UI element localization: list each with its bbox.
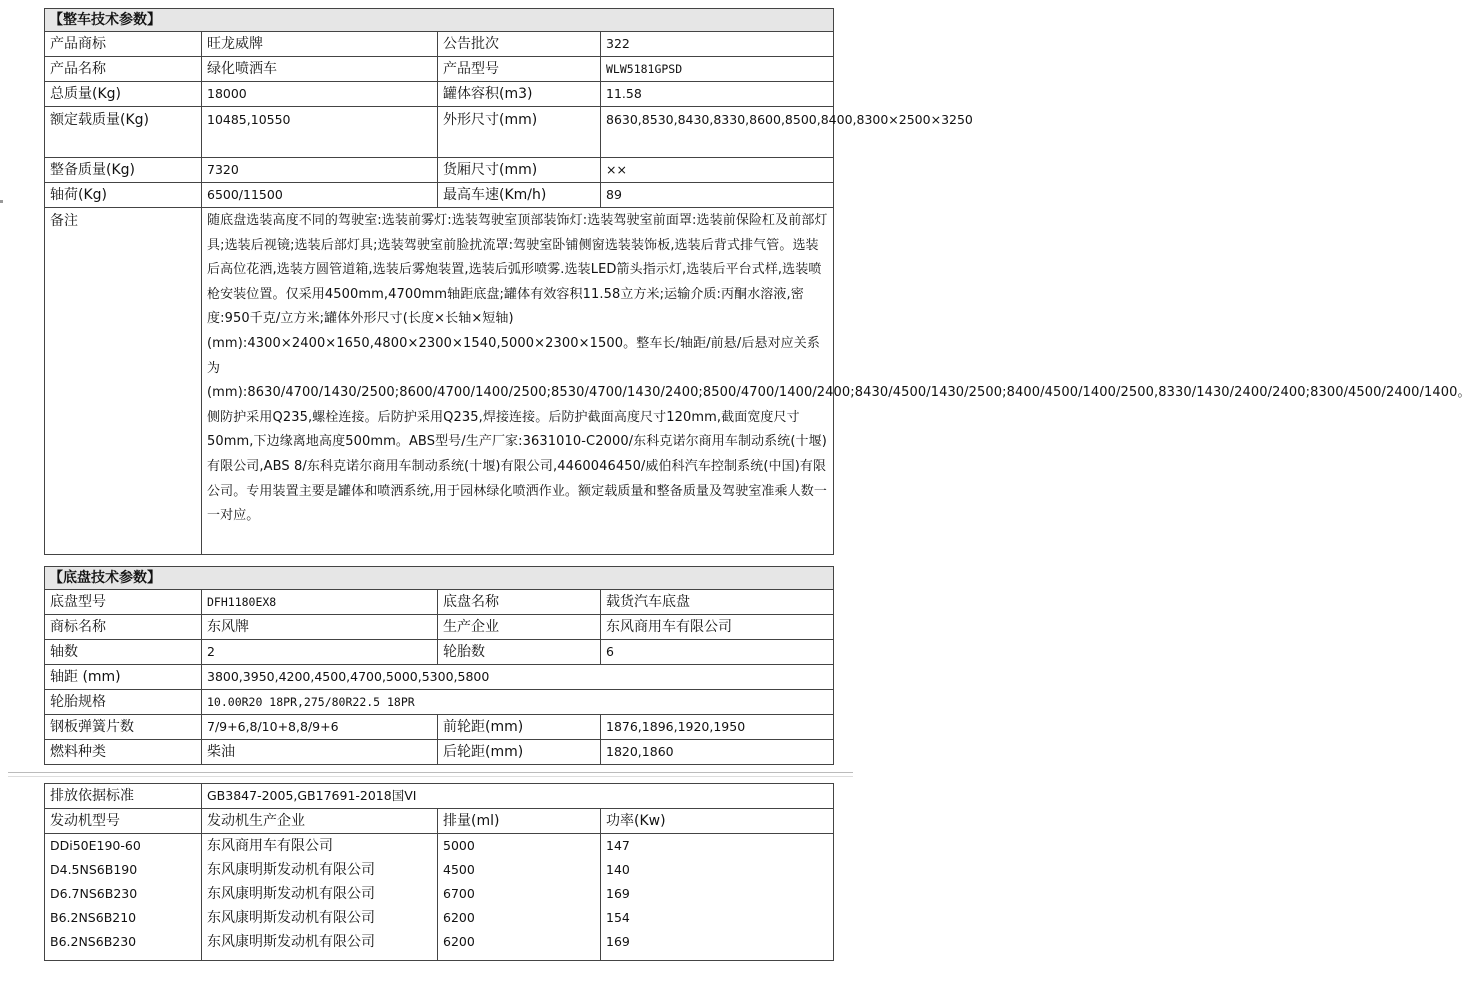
- engine-maker: 东风康明斯发动机有限公司: [202, 930, 438, 961]
- param-label: 轴距 (mm): [45, 665, 202, 690]
- engine-model-header: 发动机型号: [45, 809, 202, 834]
- engine-displacement: 5000: [438, 834, 601, 859]
- param-row: [45, 57, 834, 82]
- engine-displacement: 6200: [438, 906, 601, 930]
- param-value: 7/9+6,8/10+8,8/9+6: [202, 715, 438, 740]
- engine-model: D6.7NS6B230: [45, 882, 202, 906]
- engine-maker: 东风康明斯发动机有限公司: [202, 858, 438, 882]
- param-value: 1820,1860: [601, 740, 834, 765]
- section-title-chassis: 【底盘技术参数】: [45, 567, 834, 590]
- param-value: DFH1180EX8: [202, 590, 438, 615]
- param-value: 8630,8530,8430,8330,8600,8500,8400,8300×2500×3250: [601, 107, 834, 158]
- param-value: 10485,10550: [202, 107, 438, 158]
- chassis-row: [45, 590, 834, 615]
- param-label: 产品商标: [45, 32, 202, 57]
- param-label: 商标名称: [45, 615, 202, 640]
- vehicle-params-table: [44, 8, 1471, 555]
- engine-model: B6.2NS6B210: [45, 906, 202, 930]
- remark-row: [45, 208, 834, 555]
- param-value: 1876,1896,1920,1950: [601, 715, 834, 740]
- param-label: 总质量(Kg): [45, 82, 202, 107]
- param-value: 18000: [202, 82, 438, 107]
- param-value: 322: [601, 32, 834, 57]
- section-title-vehicle: 【整车技术参数】: [45, 9, 834, 32]
- param-row: [45, 158, 834, 183]
- param-value: WLW5181GPSD: [601, 57, 834, 82]
- emission-label: 排放依据标准: [45, 784, 202, 809]
- page-break-line: [8, 776, 853, 777]
- param-label: 生产企业: [438, 615, 601, 640]
- engine-header-row: [45, 809, 834, 834]
- param-value: 柴油: [202, 740, 438, 765]
- param-value: 7320: [202, 158, 438, 183]
- emission-value: GB3847-2005,GB17691-2018国VI: [202, 784, 834, 809]
- param-row: [45, 183, 834, 208]
- chassis-row: [45, 690, 834, 715]
- param-label: 额定载质量(Kg): [45, 107, 202, 158]
- param-value: 2: [202, 640, 438, 665]
- chassis-row: [45, 715, 834, 740]
- engine-params-table: [44, 783, 834, 961]
- param-row: [45, 107, 834, 158]
- section-header-vehicle: [45, 9, 834, 32]
- param-value: 6500/11500: [202, 183, 438, 208]
- engine-displacement: 4500: [438, 858, 601, 882]
- param-value: 3800,3950,4200,4500,4700,5000,5300,5800: [202, 665, 834, 690]
- chassis-row: [45, 640, 834, 665]
- engine-row: [45, 906, 834, 930]
- param-label: 钢板弹簧片数: [45, 715, 202, 740]
- engine-model: DDi50E190-60: [45, 834, 202, 859]
- param-label: 最高车速(Km/h): [438, 183, 601, 208]
- margin-dot: [0, 200, 3, 203]
- engine-power: 140: [601, 858, 834, 882]
- chassis-row: [45, 615, 834, 640]
- engine-displacement: 6700: [438, 882, 601, 906]
- remark-label: 备注: [45, 208, 202, 555]
- param-value: 载货汽车底盘: [601, 590, 834, 615]
- param-label: 底盘型号: [45, 590, 202, 615]
- param-label: 轴荷(Kg): [45, 183, 202, 208]
- param-value: 11.58: [601, 82, 834, 107]
- emission-row: [45, 784, 834, 809]
- param-label: 整备质量(Kg): [45, 158, 202, 183]
- engine-power: 169: [601, 930, 834, 961]
- param-value: 东风商用车有限公司: [601, 615, 834, 640]
- param-label: 后轮距(mm): [438, 740, 601, 765]
- param-row: [45, 32, 834, 57]
- param-label: 产品名称: [45, 57, 202, 82]
- engine-model: B6.2NS6B230: [45, 930, 202, 961]
- param-label: 前轮距(mm): [438, 715, 601, 740]
- engine-power: 154: [601, 906, 834, 930]
- engine-displacement-header: 排量(ml): [438, 809, 601, 834]
- param-value: 绿化喷洒车: [202, 57, 438, 82]
- param-value: ××: [601, 158, 834, 183]
- param-value: 东风牌: [202, 615, 438, 640]
- remark-text: 随底盘选装高度不同的驾驶室:选装前雾灯:选装驾驶室顶部装饰灯:选装驾驶室前面罩:选装前保险杠及前部灯具;选装后视镜;选装后部灯具;选装驾驶室前脸扰流罩:驾驶室卧铺侧窗选装装饰板,选装后背式排气管。选装后高位花洒,选装方圆管道箱,选装后雾炮装置,选装后弧形喷雾.选装LED箭头指示灯,选装后平台式样,选装喷枪安装位置。仅采用4500mm,4700mm轴距底盘;罐体有效容积11.58立方米;运输介质:丙酮水溶液,密度:950千克/立方米;罐体外形尺寸(长度×长轴×短轴)(mm):4300×2400×1650,4800×2300×1540,5000×2300×1500。整车长/轴距/前悬/后悬对应关系为(mm):8630/4700/1430/2500;8600/4700/1400/2500;8530/4700/1430/2400;8500/4700/1400/2400;8430/4500/1430/2500;8400/4500/1400/2500,8330/1430/2400/2400;8300/4500/2400/1400。侧防护采用Q235,螺栓连接。后防护采用Q235,焊接连接。后防护截面高度尺寸120mm,截面宽度尺寸50mm,下边缘离地高度500mm。ABS型号/生产厂家:3631010-C2000/东科克诺尔商用车制动系统(十堰)有限公司,ABS 8/东科克诺尔商用车制动系统(十堰)有限公司,4460046450/威伯科汽车控制系统(中国)有限公司。专用装置主要是罐体和喷洒系统,用于园林绿化喷洒作业。额定载质量和整备质量及驾驶室准乘人数一一对应。: [202, 208, 834, 555]
- param-row: [45, 82, 834, 107]
- engine-maker: 东风商用车有限公司: [202, 834, 438, 859]
- engine-power: 169: [601, 882, 834, 906]
- param-value: 10.00R20 18PR,275/80R22.5 18PR: [202, 690, 834, 715]
- param-value: 旺龙威牌: [202, 32, 438, 57]
- param-label: 轴数: [45, 640, 202, 665]
- section-header-chassis: [45, 567, 834, 590]
- engine-power-header: 功率(Kw): [601, 809, 834, 834]
- engine-row: [45, 858, 834, 882]
- param-label: 罐体容积(m3): [438, 82, 601, 107]
- param-value: 6: [601, 640, 834, 665]
- engine-row: [45, 834, 834, 859]
- param-value: 89: [601, 183, 834, 208]
- chassis-params-table: [44, 566, 834, 765]
- engine-displacement: 6200: [438, 930, 601, 961]
- page-break-line: [8, 772, 853, 773]
- param-label: 轮胎数: [438, 640, 601, 665]
- chassis-row: [45, 665, 834, 690]
- param-label: 货厢尺寸(mm): [438, 158, 601, 183]
- engine-maker: 东风康明斯发动机有限公司: [202, 906, 438, 930]
- param-label: 底盘名称: [438, 590, 601, 615]
- engine-row: [45, 930, 834, 961]
- engine-model: D4.5NS6B190: [45, 858, 202, 882]
- param-label: 公告批次: [438, 32, 601, 57]
- engine-power: 147: [601, 834, 834, 859]
- chassis-row: [45, 740, 834, 765]
- param-label: 产品型号: [438, 57, 601, 82]
- engine-maker-header: 发动机生产企业: [202, 809, 438, 834]
- param-label: 轮胎规格: [45, 690, 202, 715]
- engine-row: [45, 882, 834, 906]
- param-label: 燃料种类: [45, 740, 202, 765]
- param-label: 外形尺寸(mm): [438, 107, 601, 158]
- engine-maker: 东风康明斯发动机有限公司: [202, 882, 438, 906]
